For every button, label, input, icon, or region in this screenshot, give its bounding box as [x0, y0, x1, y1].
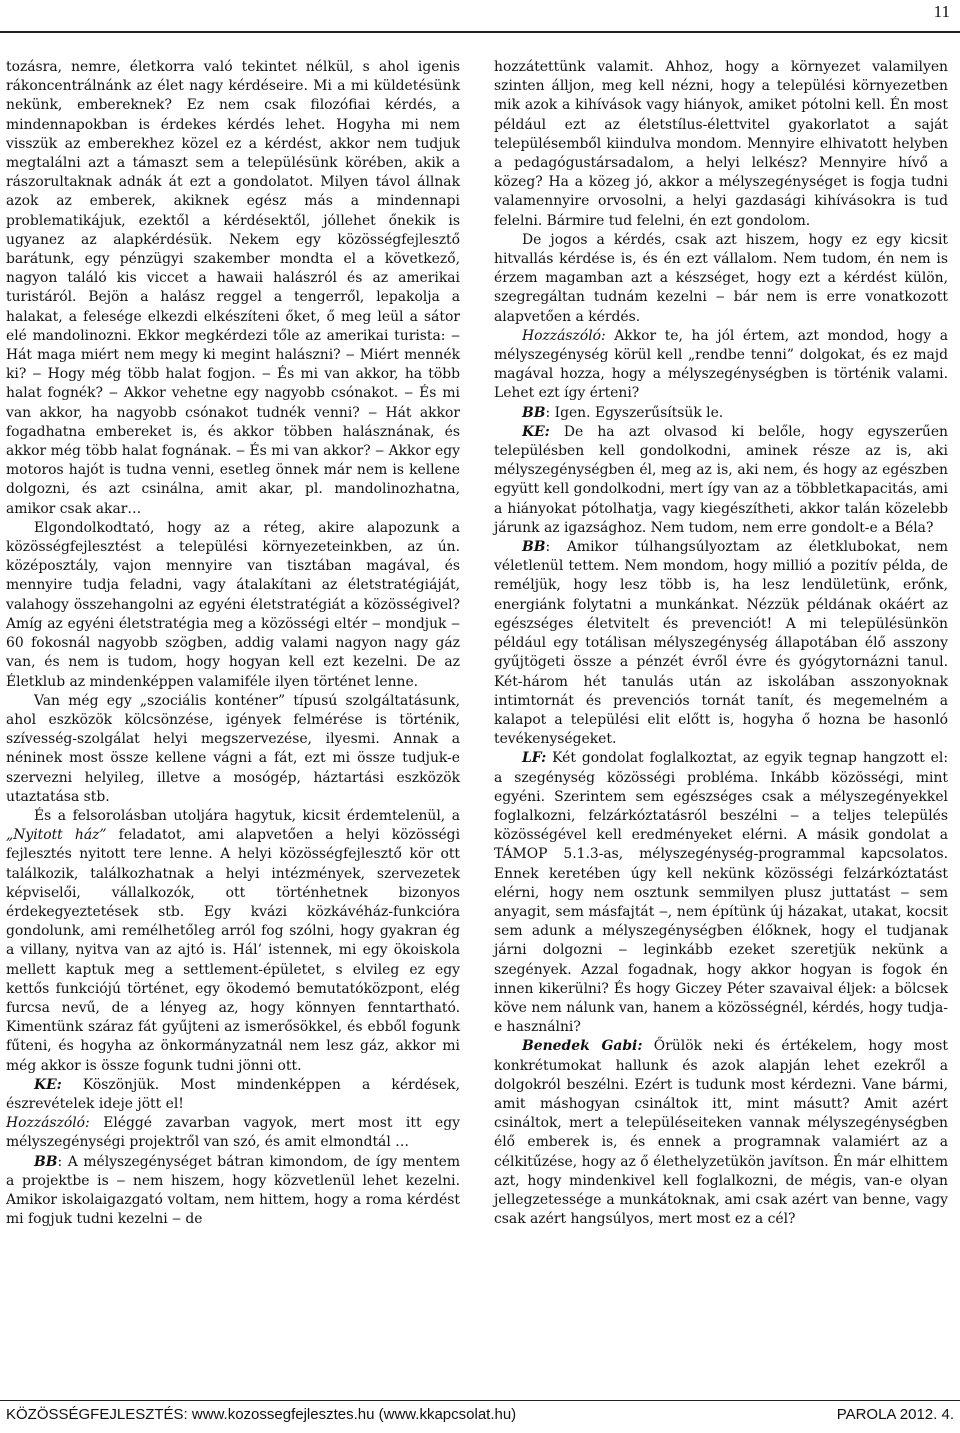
paragraph: Van még egy „szociális konténer” típusú szolgáltatásunk, ahol eszközök kölcsönzése, igények felmérése is történik, szívesség-szolgálat helyi megszervezése, ilyesmi. Annak a néninek most össze kellene vágni a fát, ezt mi össze tudjuk-e szervezni helyileg, illetve a mosógép, háztartási eszközök utaztatása stb. — [6, 692, 460, 805]
speaker-label: LF: — [522, 750, 547, 767]
paragraph — [6, 807, 460, 1076]
paragraph-text: : Amikor túlhangsúlyoztam az életklubokat, nem véletlenül tettem. Nem mondom, hogy millió a pozitív példa, de reméljük, hogy lesz több is, ha lesz lendületünk, erőnk, energiánk folytatni a munkánkat. Nézzük példának okáért az egészséges életvitelt és prevenciót! A mi településünkön például egy totálisan mélyszegénység állapotában élő asszony gyűjtögeti össze a pénzét évről évre és gyógytornázni tanul. Két-három hét tanulás után az iskolában asszonyoknak intimtornát és prevenciós tornát tanít, és megemelném a kalapot a települési elit előtt is, hogyha ő hozna be hasonló tevékenységeket. — [494, 539, 948, 748]
speaker-label: Hozzászóló: — [6, 1115, 90, 1132]
paragraph-text: És a felsorolásban utoljára hagytuk, kicsit érdemtelenül, a — [34, 807, 460, 824]
header-rule — [0, 31, 960, 33]
speaker-label: Benedek Gabi: — [522, 1038, 643, 1055]
footer-rule — [0, 1400, 960, 1401]
paragraph-text: : A mélyszegénységet bátran kimondom, de így mentem a projektbe is ‒ nem hiszem, hogy közvetlenül lehet kezelni. Amikor iskolaigazgató voltam, nem hittem, hogy a roma kérdést mi fogjuk tudni kezelni ‒ de — [6, 1153, 460, 1228]
quoted-title: „Nyitott ház” — [6, 827, 107, 844]
paragraph — [6, 1153, 460, 1230]
paragraph-text: Őrülök neki és értékelem, hogy most konkrétumokat hallunk és azok alapján lehet ezekről a dolgokról beszélni. Ezért is tudunk most kérdezni. Vane bármi, amit máshogyan csináltok itt, mint másutt? Amit azért csináltok, mert a településeiteken vannak mélyszegénységben élő emberek is, és ennek a programnak valamiért az a célkitűzése, hogy az ő élethelyzetükön javítson. Én már elhittem azt, hogy mindenkivel kell foglalkozni, de mégis, van-e olyan jellegzetessége a munkátoknak, ami csak azért van benne, vagy csak azért hangsúlyos, mert most ez a cél? — [494, 1038, 948, 1228]
page-number: 11 — [933, 2, 950, 21]
speaker-label: BB — [522, 404, 546, 421]
speaker-label: Hozzászóló: — [522, 327, 606, 344]
paragraph-text: Eléggé zavarban vagyok, mert most itt egy mélyszegénységi projektről van szó, és amit elmondtál … — [6, 1115, 460, 1151]
left-column — [6, 58, 460, 1229]
footer-issue: PAROLA 2012. 4. — [836, 1406, 954, 1423]
paragraph-text: De ha azt olvasod ki belőle, hogy egyszerűen településben kell gondolkodni, aminek része az is, aki mélyszegénységben él, meg az is, aki nem, és hogy az egészben együtt kell gondolkodni, mert így van az a többletkapacitás, ami a hiányokat pótolhatja, vagy kiegészítheti, akkor talán közelebb járunk az igazsághoz. Nem tudom, nem erre gondolt-e a Béla? — [494, 423, 948, 536]
paragraph-text: : Igen. Egyszerűsítsük le. — [545, 404, 724, 421]
paragraph — [494, 327, 948, 404]
paragraph-text: feladatot, ami alapvetően a helyi közösségi fejlesztés nyitott tere lenne. A helyi közösségfejlesztő kör ott találkozik, találkozhatnak a helyi intézmények, szervezetek képviselői, vállalkozók, ott történhetnek bizonyos érdekegyeztetések stb. Egy kvázi közkávéház-funkcióra gondolunk, ami remélhetőleg arról fog szólni, hogy gyakran ég a villany, nyitva van az ajtó is. Hál’ istennek, mi egy ökoiskola mellett kaptuk meg a settlement-épületet, s elvileg ez egy kettős funkciójú történet, egy ökodemó bemutatóközpont, elég furcsa nevű, de a lényeg az, hogy könnyen fenntartható. Kimentünk száraz fát gyűjteni az ismerősökkel, és ebből fogunk fűteni, és hogyha az önkormányzatnál nem lesz gáz, akkor mi még akkor is össze fogunk tudni jönni ott. — [6, 827, 461, 1074]
paragraph — [494, 404, 948, 423]
paragraph: Elgondolkodtató, hogy az a réteg, akire alapozunk a közösségfejlesztést a települési környezeteinkben, az ún. középosztály, vajon mennyire van tisztában magával, és mennyire tudja feladni, vagy átalakítani az életstratégiáját, valahogy összehangolni az egyéni életstratégiát a közösségivel? Amíg az egyéni életstratégia meg a közösségi eltér ‒ mondjuk ‒ 60 fokosnál nagyobb szögben, addig valami nagyon nagy gáz van, és nem is tudom, hogy hogyan kell ezt kezelni. De az Életklub az mindenképpen valamiféle ilyen történet lenne. — [6, 519, 460, 690]
paragraph-text: Akkor te, ha jól értem, azt mondod, hogy a mélyszegénység körül kell „rendbe tenni” dolgokat, és ez majd magával hozza, hogy a mélyszegénységben is történik valami. Lehet ezt így érteni? — [494, 327, 948, 402]
paragraph — [494, 749, 948, 1037]
paragraph — [6, 1114, 460, 1152]
speaker-label: BB — [34, 1153, 58, 1170]
footer — [6, 1406, 954, 1423]
speaker-label: BB — [522, 539, 546, 556]
paragraph — [6, 1076, 460, 1114]
paragraph: hozzátettünk valamit. Ahhoz, hogy a környezet valamilyen szinten álljon, meg kell nézni, hogy a települési környezetben mik azok a kihívások vagy hiányok, amiket pótolni kell. Én most például ezt az életstílus-élettvitel gyakorlatot a saját településemből kiindulva mondom. Mennyire elhivatott helyben a pedagógustársadalom, a helyi lelkész? Mennyire hívő a közeg? Ha a közeg jó, akkor a mélyszegénységet is fogja tudni valamennyire orvosolni, a helyi gazdasági kihívásokra is tud felelni. Bármire tud felelni, én ezt gondolom. — [494, 59, 948, 229]
paragraph-text: Két gondolat foglalkoztat, az egyik tegnap hangzott el: a szegénység közösségi probléma. Inkább közösségi, mint egyéni. Szerintem sem egészséges csak a mélyszegényekkel foglalkozni, felzárkóztatásról beszélni ‒ a teljes település közösségével kell eredményeket elérni. A másik gondolat a TÁMOP 5.1.3-as, mélyszegénység-programmal kapcsolatos. Ennek keretében úgy kell nekünk közösségi felzárkóztatást elérni, hogy nem osztunk semmilyen plusz juttatást ‒ sem anyagit, sem másfajtát ‒, nem építünk új házakat, utakat, kocsit sem adunk a mélyszegénységben élőknek, hogy el tudjanak járni dolgozni ‒ leginkább ezeket szeretjük nekünk a szegények. Azzal fogadnak, hogy akkor hogyan is fogok én innen kikerülni? És hogy Giczey Péter szavaival éljek: a bölcsek köve nem nálunk van, hanem a közösségnél, kérdés, hogy tudja-e használni? — [494, 750, 948, 1036]
right-column — [494, 58, 948, 1229]
footer-publication: KÖZÖSSÉGFEJLESZTÉS: www.kozossegfejlesztes.hu (www.kkapcsolat.hu) — [6, 1406, 517, 1423]
paragraph — [494, 1037, 948, 1229]
speaker-label: KE: — [34, 1076, 62, 1093]
speaker-label: KE: — [522, 423, 550, 440]
paragraph-text: Köszönjük. Most mindenképpen a kérdések, észrevételek ideje jött el! — [6, 1076, 460, 1112]
paragraph: tozásra, nemre, életkorra való tekintet nélkül, s ahol igenis rákoncentrálnánk az élet nagy kérdéseire. Mi a mi küldetésünk nekünk, embereknek? Ez nem csak filozófiai kérdés, a mindennapokban is érdekes kérdés lehet. Hogyha mi nem visszük az emberekhez közel ez a kérdést, akkor nem tudjuk megtalálni azt a támaszt sem a településünk körében, akik a rászorultaknak adnák át ezt a gondolatot. Milyen távol állnak azok az emberek, akiknek egész más a mindennapi problematikájuk, ezektől a kérdésektől, jóllehet őnekik is ugyanez az alapkérdésük. Nekem egy közösségfejlesztő barátunk, egy pénzügyi szakember mondta el a következő, nagyon találó kis viccet a hawaii halászról és az amerikai turistáról. Bejön a halász reggel a tengerről, lepakolja a halakat, a felesége elkezdi elkészíteni őket, ő meg leül a sátor elé mandolinozni. Ekkor megkérdezi tőle az amerikai turista: ‒ Hát maga miért nem megy ki megint halászni? ‒ Miért mennék ki? ‒ Hogy még több halat fogjon. ‒ És mi van akkor, ha több halat fognék? ‒ Akkor vehetne egy nagyobb csónakot. ‒ És mi van akkor, ha nagyobb csónakot tudnék venni? ‒ Hát akkor fogadhatna embereket is, és akkor többen halásznának, és akkor még több halat fognának. ‒ És mi van akkor? ‒ Akkor egy motoros hajót is tudna venni, esetleg önnek már nem is kellene dolgozni, és azt csinálna, amit akar, pl. mandolinozhatna, amikor csak akar… — [6, 59, 460, 517]
paragraph — [494, 538, 948, 749]
paragraph — [494, 423, 948, 538]
paragraph: De jogos a kérdés, csak azt hiszem, hogy ez egy kicsit hitvallás kérdése is, és én ezt vállalom. Nem tudom, én nem is érzem magamban azt a készséget, hogy ezt a kérdést külön, szegregáltan tudnám kezelni ‒ bár nem is erre vonatkozott alapvetően a kérdés. — [494, 231, 948, 325]
